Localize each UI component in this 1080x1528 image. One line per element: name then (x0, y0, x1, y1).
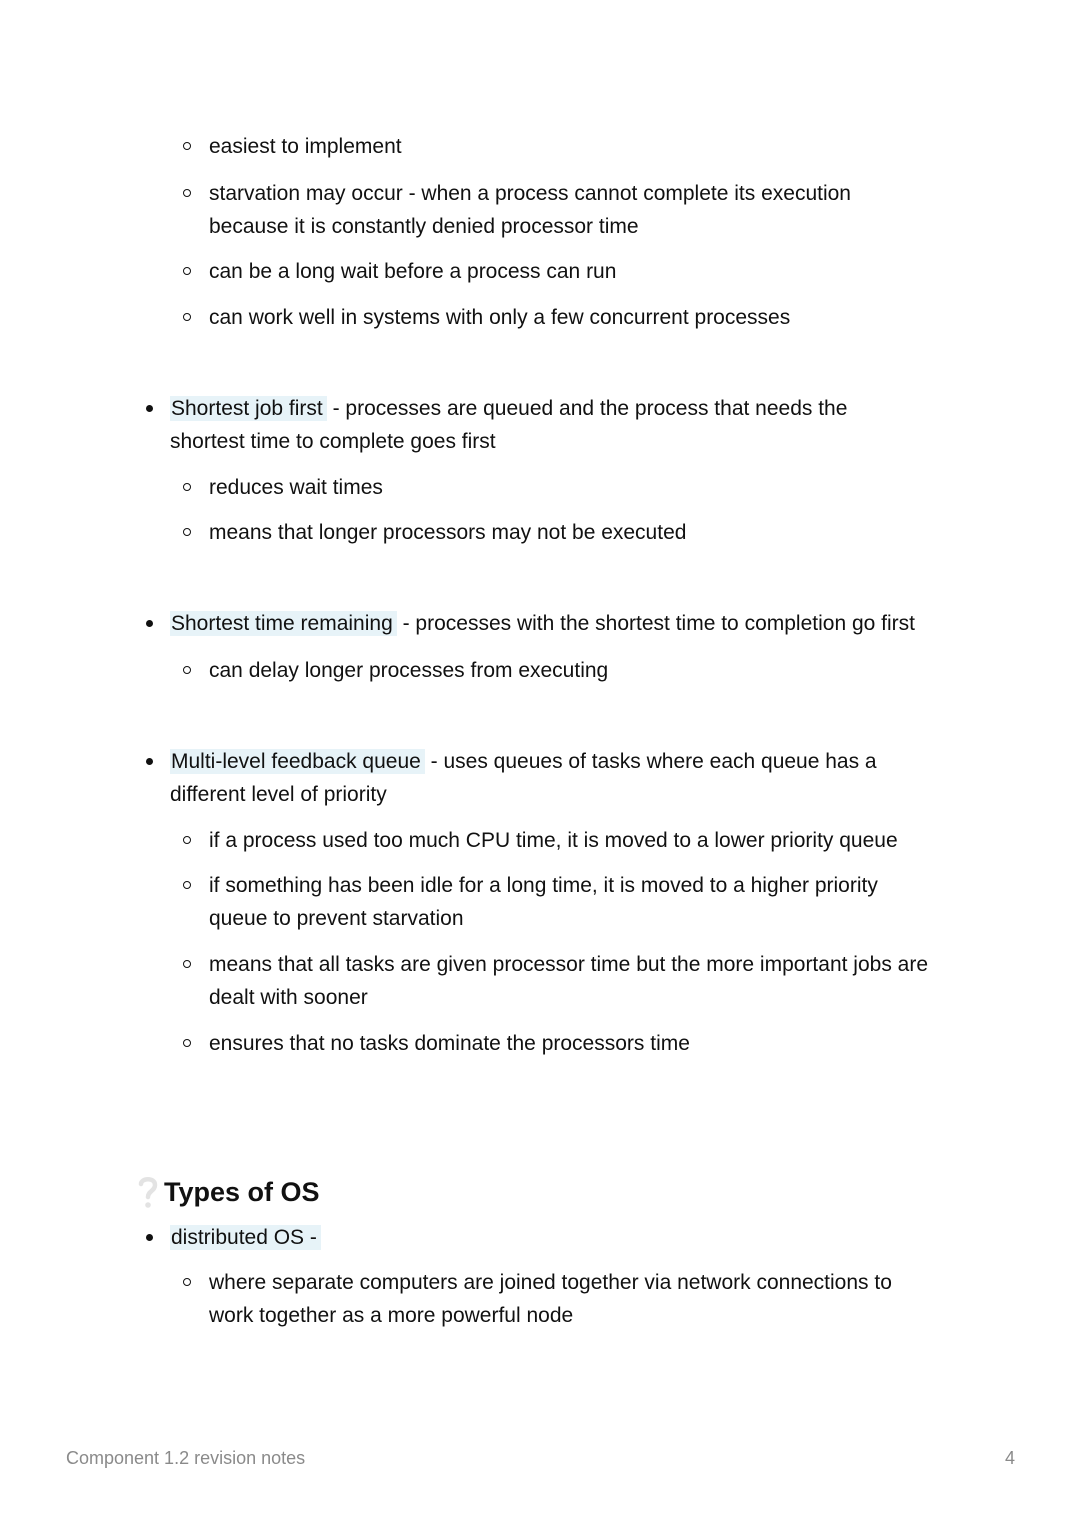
list-item: reduces wait times (209, 476, 383, 499)
question-mark-icon (134, 1170, 162, 1214)
list-item: where separate computers are joined together via network connections to work together as a more powerful node (209, 1271, 892, 1327)
list-item (170, 392, 890, 458)
disc-bullet-icon (146, 405, 153, 412)
footer-title: Component 1.2 revision notes (66, 1448, 306, 1468)
list-item: can work well in systems with only a few concurrent processes (209, 306, 791, 329)
list-item: means that all tasks are given processor time but the more important jobs are dealt with sooner (209, 953, 929, 1009)
highlighted-term: Shortest job first (170, 396, 327, 421)
disc-bullet-icon (146, 1234, 153, 1241)
circle-bullet-icon (183, 142, 191, 150)
disc-bullet-icon (146, 758, 153, 765)
circle-bullet-icon (183, 483, 191, 491)
section-heading (134, 1170, 320, 1214)
highlighted-term: Multi-level feedback queue (170, 749, 425, 774)
circle-bullet-icon (183, 836, 191, 844)
list-item (170, 745, 920, 811)
page-number: 4 (1004, 1448, 1015, 1468)
list-item: if something has been idle for a long time, it is moved to a higher priority queue to prevent starvation (209, 874, 878, 930)
circle-bullet-icon (183, 267, 191, 275)
circle-bullet-icon (183, 1039, 191, 1047)
circle-bullet-icon (183, 189, 191, 197)
highlighted-term: Shortest time remaining (170, 611, 397, 636)
term-description: - processes with the shortest time to completion go first (396, 612, 915, 635)
list-item: can be a long wait before a process can run (209, 260, 617, 283)
list-item: can delay longer processes from executing (209, 659, 609, 682)
circle-bullet-icon (183, 1278, 191, 1286)
list-item (170, 1221, 950, 1254)
section-title: Types of OS (164, 1176, 320, 1207)
term-description: - processes are queued and the process that needs the shortest time to complete goes first (170, 397, 848, 453)
term-description: - uses queues of tasks where each queue has a different level of priority (170, 750, 877, 806)
circle-bullet-icon (183, 881, 191, 889)
list-item: ensures that no tasks dominate the processors time (209, 1032, 690, 1055)
list-item: starvation may occur - when a process cannot complete its execution because it is constantly denied processor time (209, 182, 851, 238)
list-item: easiest to implement (209, 135, 402, 158)
circle-bullet-icon (183, 666, 191, 674)
list-item: means that longer processors may not be executed (209, 521, 687, 544)
list-item (170, 607, 950, 640)
highlighted-term: distributed OS - (170, 1225, 321, 1250)
circle-bullet-icon (183, 313, 191, 321)
circle-bullet-icon (183, 528, 191, 536)
disc-bullet-icon (146, 620, 153, 627)
list-item: if a process used too much CPU time, it is moved to a lower priority queue (209, 829, 898, 852)
circle-bullet-icon (183, 960, 191, 968)
